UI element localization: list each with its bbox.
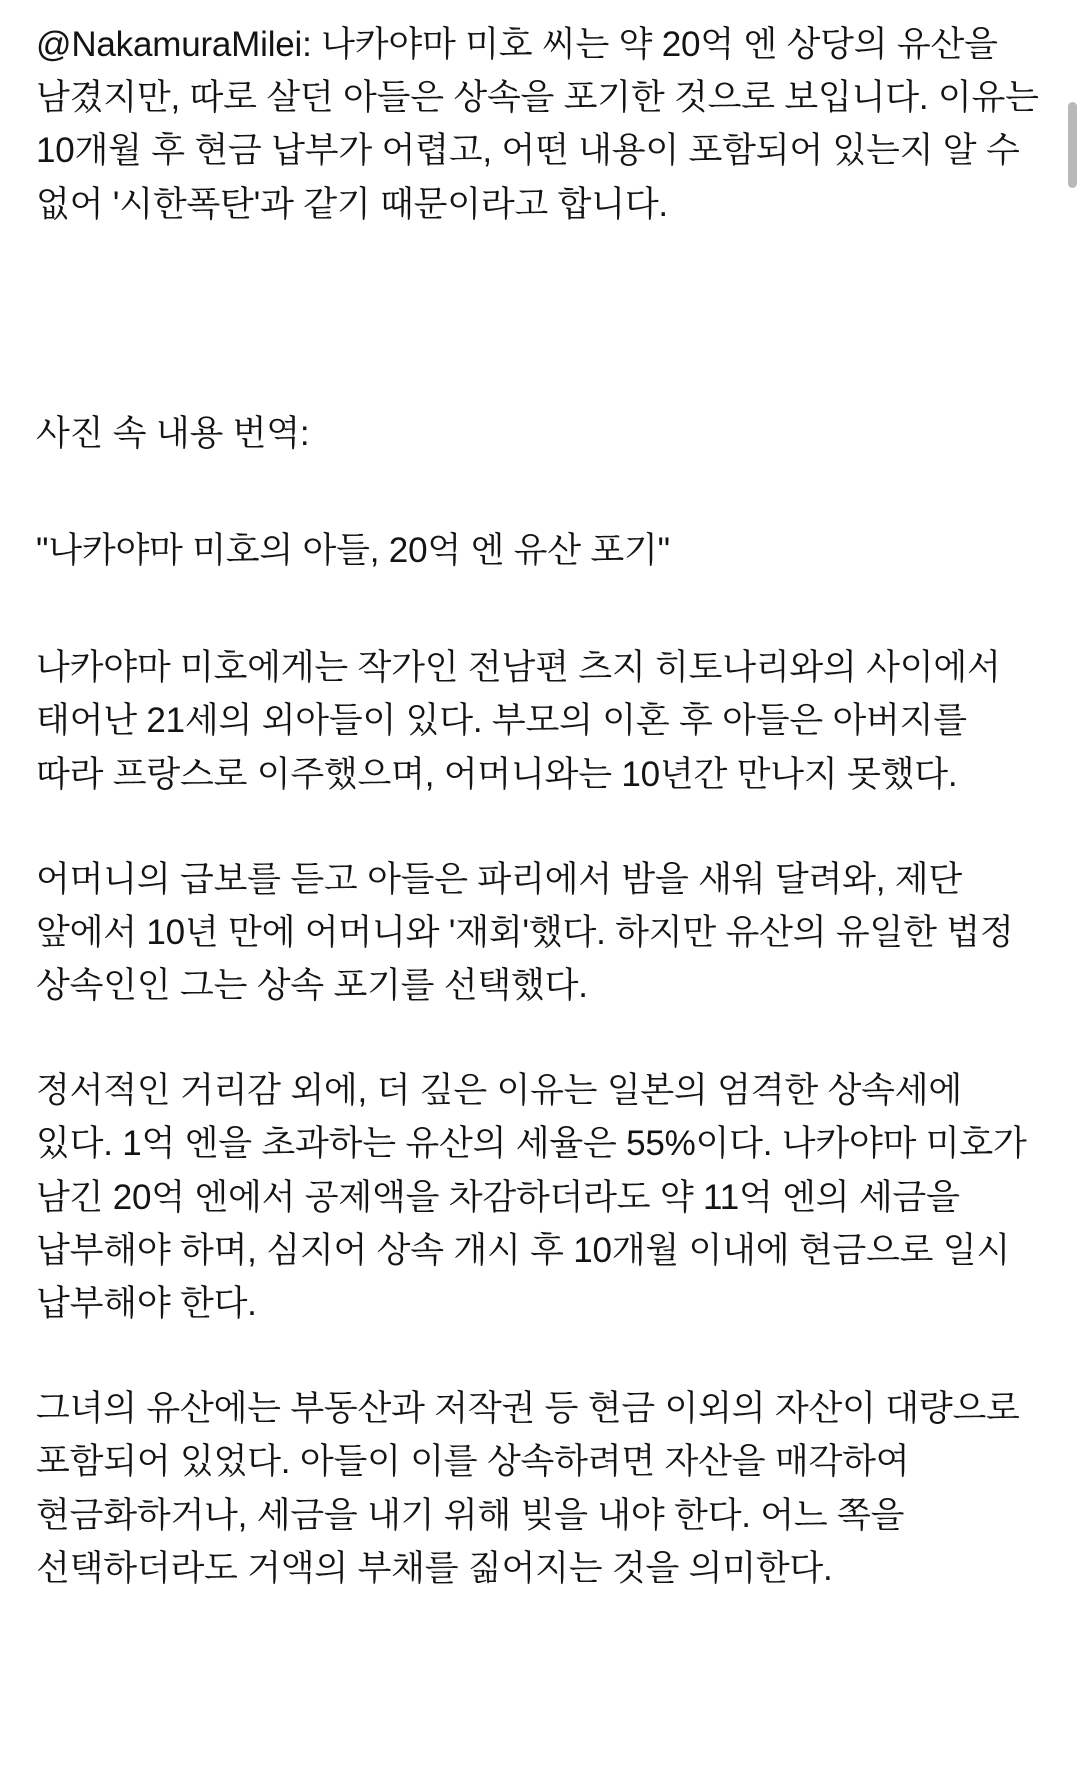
- paragraph-article-title: "나카야마 미호의 아들, 20억 엔 유산 포기": [36, 530, 670, 570]
- spacer: [36, 460, 1040, 524]
- paragraph-reunion: 어머니의 급보를 듣고 아들은 파리에서 밤을 새워 달려와, 제단 앞에서 10년 만에 어머니와 '재회'했다. 하지만 유산의 유일한 법정 상속인인 그는 상속 포기를 선택했다.: [36, 859, 1023, 1006]
- spacer: [36, 1012, 1040, 1064]
- spacer: [36, 801, 1040, 853]
- paragraph-family-background: 나카야마 미호에게는 작가인 전남편 츠지 히토나리와의 사이에서 태어난 21세의 외아들이 있다. 부모의 이혼 후 아들은 아버지를 따라 프랑스로 이주했으며, 어머니와는 10년간 만나지 못했다.: [36, 648, 1011, 794]
- spacer: [36, 1330, 1040, 1382]
- paragraph-intro: @NakamuraMilei: 나카야마 미호 씨는 약 20억 엔 상당의 유산을 남겼지만, 따로 살던 아들은 상속을 포기한 것으로 보입니다. 이유는 10개월 후 현금 납부가 어렵고, 어떤 내용이 포함되어 있는지 알 수 없어 '시한폭탄'과 같기 때문이라고 합니다.: [36, 25, 1049, 224]
- paragraph-assets: 그녀의 유산에는 부동산과 저작권 등 현금 이외의 자산이 대량으로 포함되어 있었다. 아들이 이를 상속하려면 자산을 매각하여 현금화하거나, 세금을 내기 위해 빚을 내야 한다. 어느 쪽을 선택하더라도 거액의 부채를 짊어지는 것을 의미한다.: [36, 1389, 1030, 1588]
- scrollbar-thumb[interactable]: [1068, 102, 1077, 188]
- spacer: [36, 231, 1040, 407]
- scrollbar[interactable]: [1066, 0, 1080, 1771]
- spacer: [36, 577, 1040, 641]
- paragraph-translation-header: 사진 속 내용 번역:: [36, 413, 310, 453]
- paragraph-inheritance-tax: 정서적인 거리감 외에, 더 깊은 이유는 일본의 엄격한 상속세에 있다. 1억 엔을 초과하는 유산의 세율은 55%이다. 나카야마 미호가 남긴 20억 엔에서 공제액을 차감하더라도 약 11억 엔의 세금을 납부해야 하며, 심지어 상속 개시 후 10개월 이내에 현금으로 일시 납부해야 한다.: [36, 1071, 1037, 1323]
